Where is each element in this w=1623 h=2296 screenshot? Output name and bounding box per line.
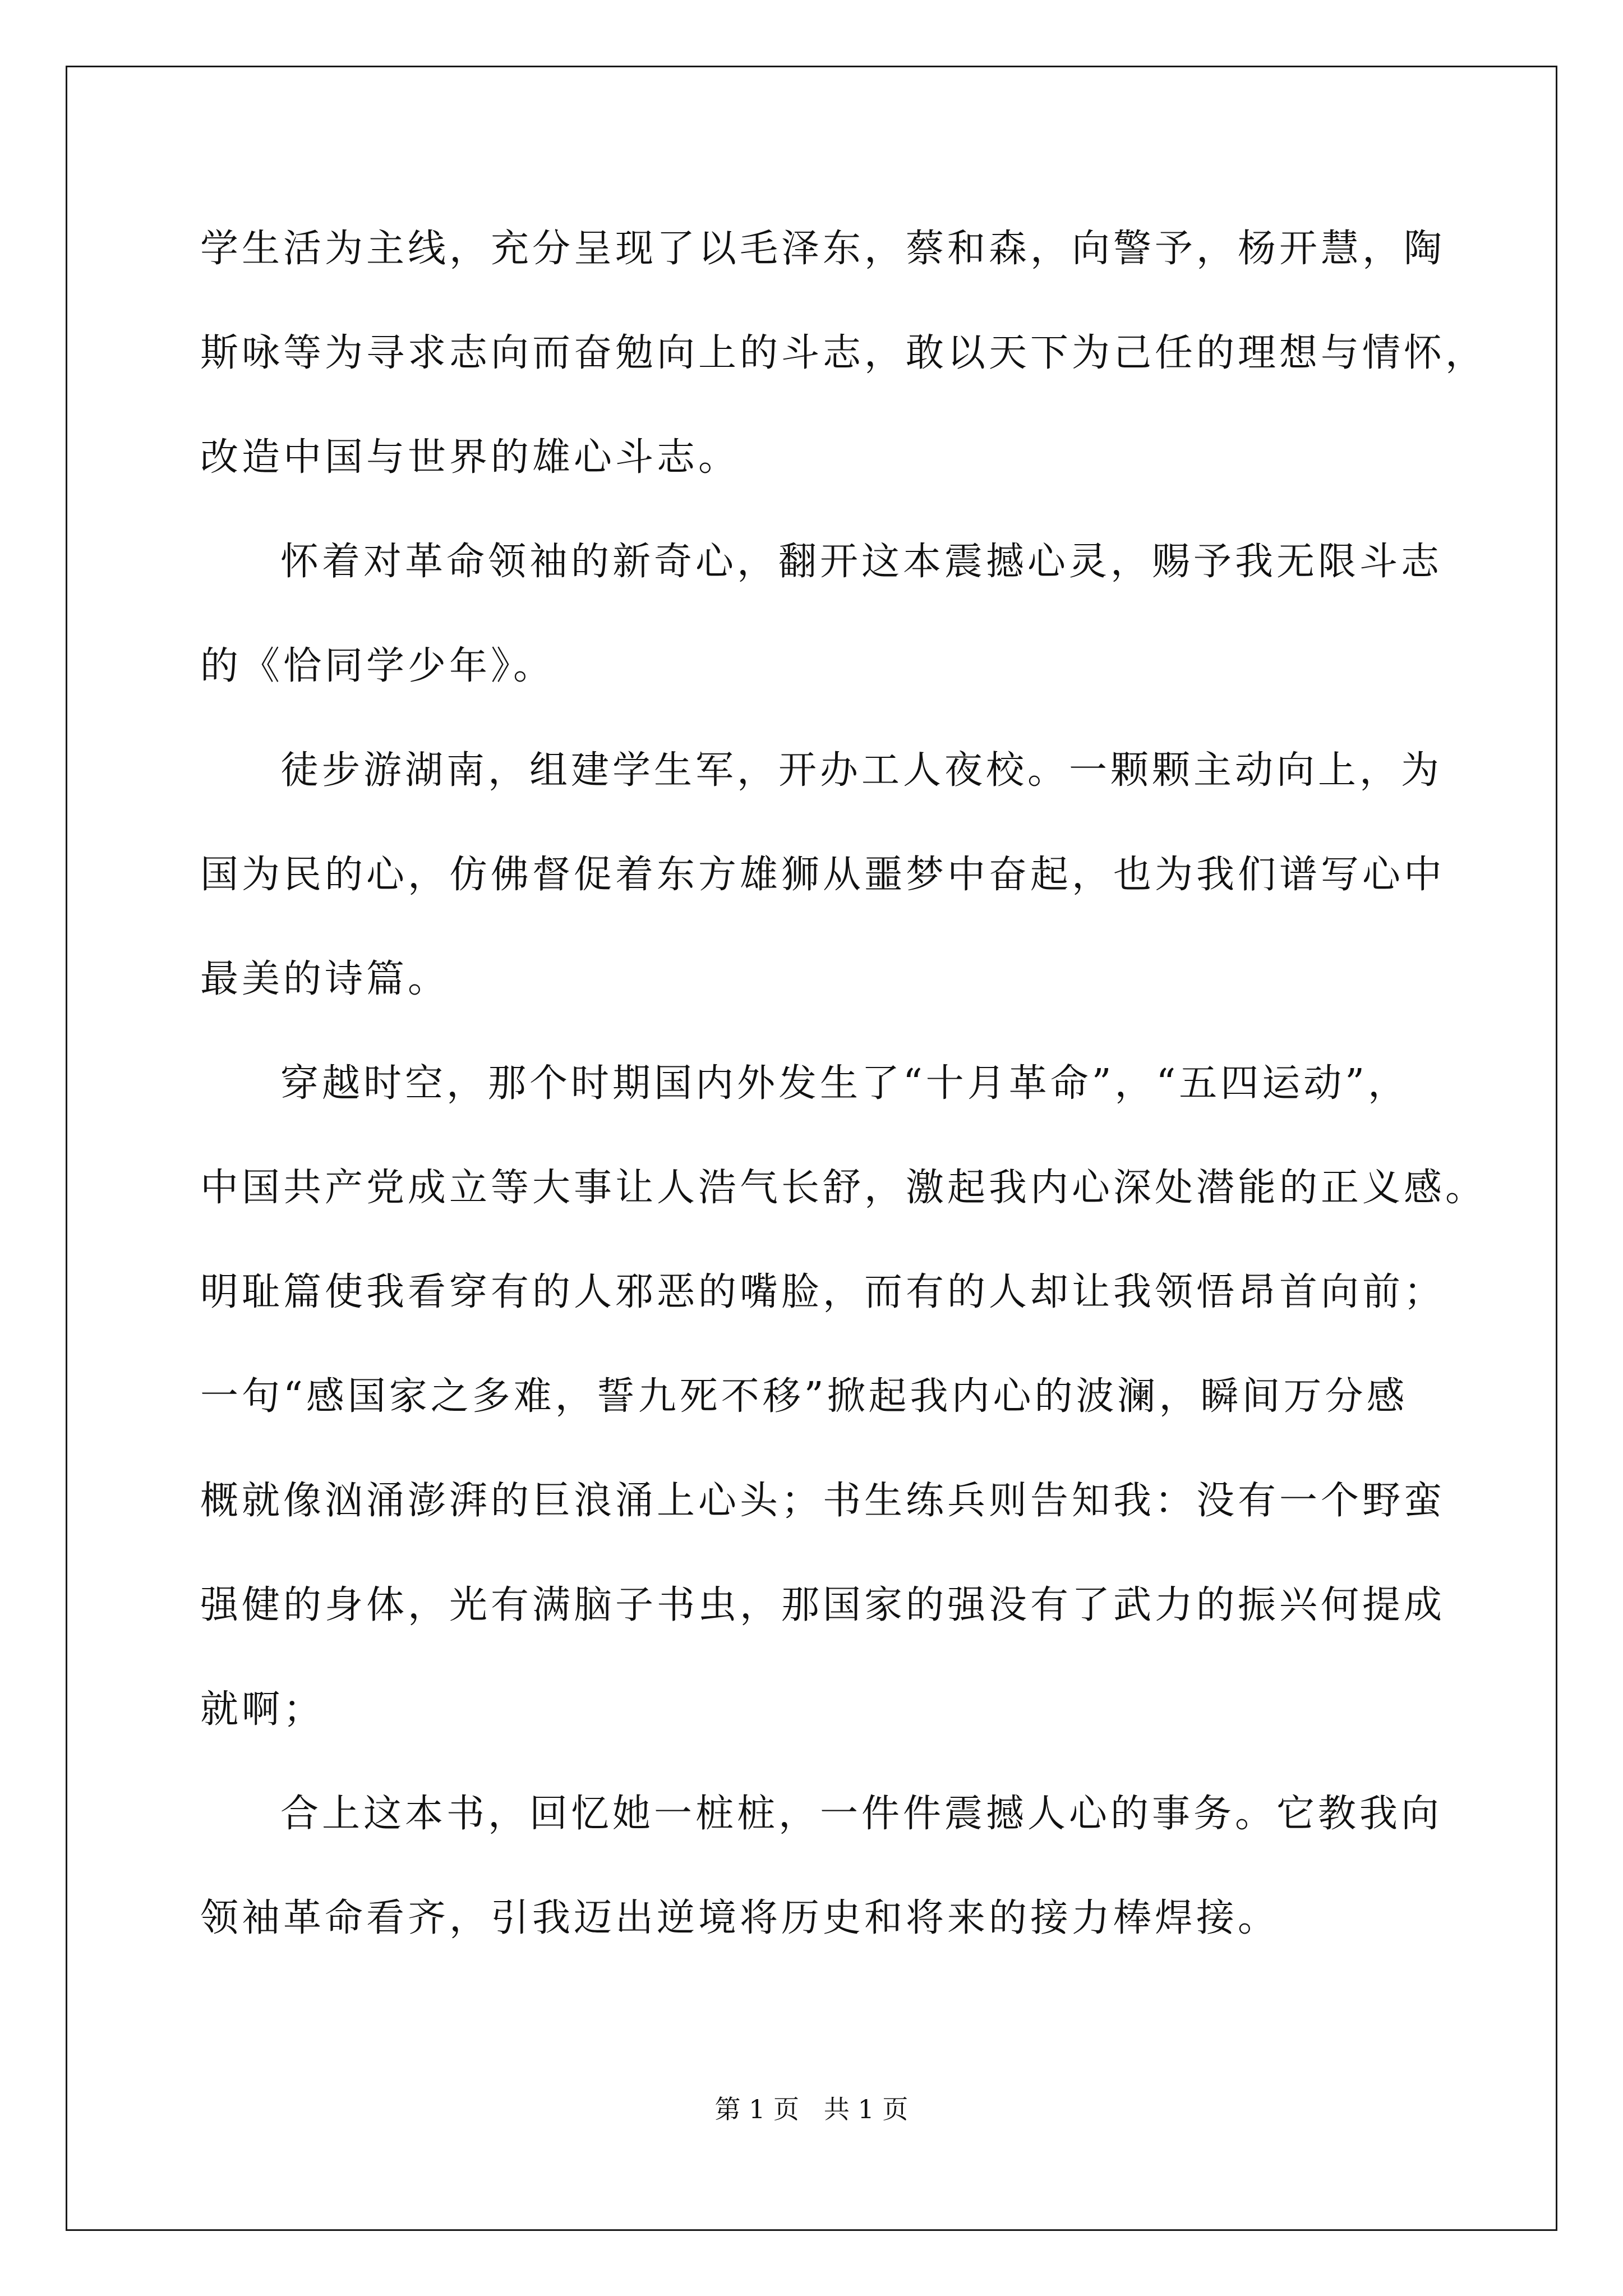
text-line: 一句“感国家之多难，誓九死不移”掀起我内心的波澜，瞬间万分感 [200, 1374, 1408, 1419]
text-line: 斯咏等为寻求志向而奋勉向上的斗志，敢以天下为己任的理想与情怀， [200, 331, 1487, 375]
page-number-footer: 第 1 页 共 1 页 [714, 2094, 909, 2124]
text-line: 改造中国与世界的雄心斗志。 [200, 435, 740, 480]
text-line: 合上这本书，回忆她一桩桩，一件件震撼人心的事务。它教我向 [280, 1792, 1443, 1836]
text-line: 最美的诗篇。 [200, 957, 450, 1001]
text-line: 概就像汹涌澎湃的巨浪涌上心头；书生练兵则告知我：没有一个野蛮 [200, 1479, 1446, 1523]
text-line: 领袖革命看齐，引我迈出逆境将历史和将来的接力棒焊接。 [200, 1896, 1280, 1940]
text-line: 强健的身体，光有满脑子书虫，那国家的强没有了武力的振兴何提成 [200, 1583, 1446, 1627]
text-line: 就啊； [200, 1687, 325, 1732]
text-line: 中国共产党成立等大事让人浩气长舒，激起我内心深处潜能的正义感。 [200, 1166, 1487, 1210]
text-line: 学生活为主线，充分呈现了以毛泽东，蔡和森，向警予，杨开慧，陶 [200, 227, 1446, 271]
text-line: 怀着对革命领袖的新奇心，翻开这本震撼心灵，赐予我无限斗志 [280, 540, 1443, 584]
text-line: 的《恰同学少年》。 [200, 644, 555, 688]
text-line: 徒步游湖南，组建学生军，开办工人夜校。一颗颗主动向上，为 [280, 748, 1443, 793]
text-line: 国为民的心，仿佛督促着东方雄狮从噩梦中奋起，也为我们谱写心中 [200, 853, 1446, 897]
text-line: 穿越时空，那个时期国内外发生了“十月革命”，“五四运动”， [280, 1061, 1410, 1106]
text-line: 明耻篇使我看穿有的人邪恶的嘴脸，而有的人却让我领悟昂首向前； [200, 1270, 1446, 1314]
